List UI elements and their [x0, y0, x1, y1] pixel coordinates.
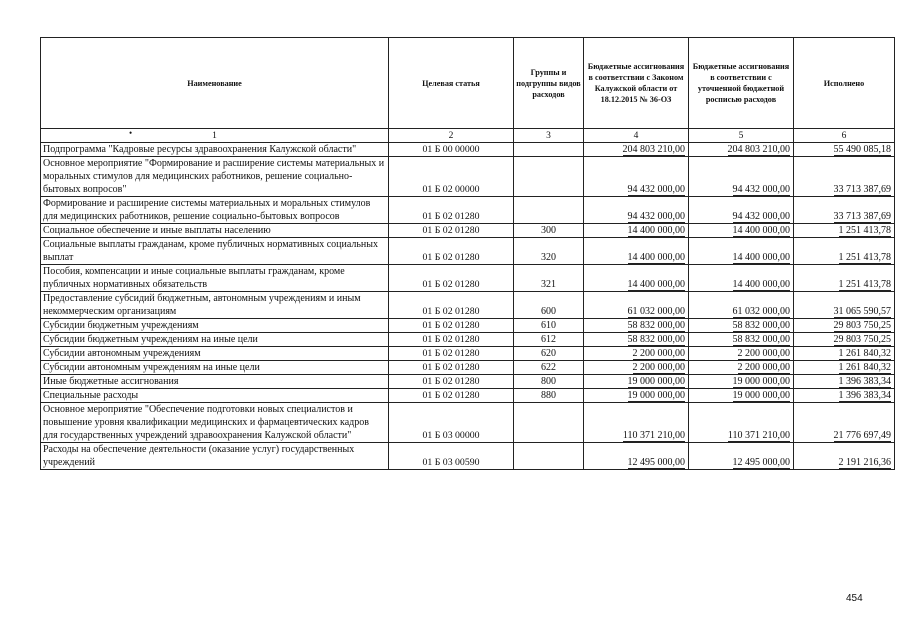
row-target-code: 01 Б 02 00000 — [389, 157, 514, 197]
row-executed-amount — [794, 197, 895, 224]
table-row — [41, 389, 895, 403]
row-target-code: 01 Б 02 01280 — [389, 292, 514, 319]
row-executed-amount-value: 31 065 590,57 — [833, 306, 891, 317]
page-number: 454 — [846, 593, 863, 604]
row-refined-amount-value: 14 400 000,00 — [732, 252, 790, 263]
row-refined-amount — [689, 403, 794, 443]
row-group-code — [514, 443, 584, 470]
row-target-code: 01 Б 02 01280 — [389, 347, 514, 361]
row-target-code: 01 Б 02 01280 — [389, 197, 514, 224]
row-target-code: 01 Б 03 00590 — [389, 443, 514, 470]
column-number: 5 — [689, 129, 794, 143]
row-group-code: 321 — [514, 265, 584, 292]
row-executed-amount — [794, 361, 895, 375]
row-name: Субсидии бюджетным учреждениям — [41, 319, 389, 333]
row-law-amount-value: 2 200 000,00 — [632, 362, 685, 373]
column-number: 6 — [794, 129, 895, 143]
row-group-code — [514, 197, 584, 224]
row-refined-amount — [689, 143, 794, 157]
row-law-amount — [584, 347, 689, 361]
table-row — [41, 238, 895, 265]
table-row — [41, 292, 895, 319]
row-executed-amount — [794, 292, 895, 319]
row-group-code: 612 — [514, 333, 584, 347]
row-group-code: 600 — [514, 292, 584, 319]
row-law-amount-value: 58 832 000,00 — [627, 320, 685, 331]
table-row — [41, 333, 895, 347]
column-number: 2 — [389, 129, 514, 143]
row-law-amount-value: 204 803 210,00 — [622, 144, 685, 155]
row-refined-amount-value: 19 000 000,00 — [732, 390, 790, 401]
row-refined-amount — [689, 197, 794, 224]
row-refined-amount — [689, 157, 794, 197]
row-executed-amount-value: 33 713 387,69 — [833, 211, 891, 222]
row-executed-amount-value: 1 251 413,78 — [838, 252, 891, 263]
row-executed-amount — [794, 443, 895, 470]
row-refined-amount-value: 19 000 000,00 — [732, 376, 790, 387]
row-law-amount-value: 61 032 000,00 — [627, 306, 685, 317]
row-name: Пособия, компенсации и иные социальные выплаты гражданам, кроме публичных нормативных обязательств — [41, 265, 389, 292]
header-name: Наименование — [41, 38, 389, 129]
row-refined-amount — [689, 389, 794, 403]
row-refined-amount-value: 58 832 000,00 — [732, 320, 790, 331]
row-law-amount — [584, 224, 689, 238]
row-law-amount-value: 94 432 000,00 — [627, 211, 685, 222]
row-name: Формирование и расширение системы материальных и моральных стимулов для медицинских работников, решение социально-бытовых вопросов — [41, 197, 389, 224]
row-refined-amount — [689, 319, 794, 333]
table-row — [41, 347, 895, 361]
row-name: Основное мероприятие "Обеспечение подготовки новых специалистов и повышение уровня квалификации медицинских и фармацевтических кадров для государственных учреждений здравоохранения Калужской области" — [41, 403, 389, 443]
table-row — [41, 224, 895, 238]
row-refined-amount — [689, 333, 794, 347]
row-executed-amount-value: 1 251 413,78 — [838, 225, 891, 236]
row-name: Иные бюджетные ассигнования — [41, 375, 389, 389]
row-target-code: 01 Б 03 00000 — [389, 403, 514, 443]
budget-table-container — [40, 37, 891, 470]
row-refined-amount-value: 94 432 000,00 — [732, 184, 790, 195]
row-refined-amount-value: 12 495 000,00 — [732, 457, 790, 468]
row-law-amount — [584, 389, 689, 403]
row-executed-amount-value: 1 396 383,34 — [838, 390, 891, 401]
row-law-amount-value: 19 000 000,00 — [627, 376, 685, 387]
row-name: Субсидии автономным учреждениям на иные цели — [41, 361, 389, 375]
row-group-code — [514, 403, 584, 443]
row-executed-amount — [794, 333, 895, 347]
row-name: Основное мероприятие "Формирование и расширение системы материальных и моральных стимулов для медицинских работников, решение социально-бытовых вопросов" — [41, 157, 389, 197]
row-refined-amount-value: 58 832 000,00 — [732, 334, 790, 345]
row-target-code: 01 Б 02 01280 — [389, 224, 514, 238]
header-groups: Группы и подгруппы видов расходов — [514, 38, 584, 129]
row-law-amount — [584, 157, 689, 197]
row-executed-amount — [794, 403, 895, 443]
row-law-amount — [584, 443, 689, 470]
row-executed-amount-value: 2 191 216,36 — [838, 457, 891, 468]
row-group-code — [514, 143, 584, 157]
column-number-text: 1 — [212, 130, 217, 141]
mark-dot: • — [129, 128, 133, 138]
row-name: Социальные выплаты гражданам, кроме публичных нормативных социальных выплат — [41, 238, 389, 265]
header-law: Бюджетные ассигнования в соответствии с Законом Калужской области от 18.12.2015 № 36-ОЗ — [584, 38, 689, 129]
row-law-amount — [584, 143, 689, 157]
row-name: Субсидии автономным учреждениям — [41, 347, 389, 361]
row-executed-amount-value: 33 713 387,69 — [833, 184, 891, 195]
row-executed-amount-value: 21 776 697,49 — [833, 430, 891, 441]
row-target-code: 01 Б 02 01280 — [389, 389, 514, 403]
column-number: 3 — [514, 129, 584, 143]
table-row — [41, 197, 895, 224]
column-number-row — [41, 129, 895, 143]
row-refined-amount-value: 14 400 000,00 — [732, 279, 790, 290]
column-number — [41, 129, 389, 143]
row-executed-amount — [794, 265, 895, 292]
row-executed-amount — [794, 319, 895, 333]
row-target-code: 01 Б 02 01280 — [389, 265, 514, 292]
table-body — [41, 143, 895, 470]
row-refined-amount-value: 61 032 000,00 — [732, 306, 790, 317]
row-target-code: 01 Б 02 01280 — [389, 319, 514, 333]
row-law-amount-value: 110 371 210,00 — [622, 430, 685, 441]
row-name: Специальные расходы — [41, 389, 389, 403]
row-law-amount — [584, 361, 689, 375]
row-name: Предоставление субсидий бюджетным, автономным учреждениям и иным некоммерческим организациям — [41, 292, 389, 319]
header-refined: Бюджетные ассигнования в соответствии с уточненной бюджетной росписью расходов — [689, 38, 794, 129]
row-executed-amount — [794, 389, 895, 403]
row-refined-amount-value: 204 803 210,00 — [727, 144, 790, 155]
budget-table — [40, 37, 895, 470]
row-refined-amount — [689, 238, 794, 265]
row-refined-amount-value: 94 432 000,00 — [732, 211, 790, 222]
row-refined-amount-value: 2 200 000,00 — [737, 348, 790, 359]
row-law-amount — [584, 238, 689, 265]
row-law-amount-value: 14 400 000,00 — [627, 252, 685, 263]
row-group-code: 320 — [514, 238, 584, 265]
row-group-code: 800 — [514, 375, 584, 389]
row-name: Субсидии бюджетным учреждениям на иные цели — [41, 333, 389, 347]
row-target-code: 01 Б 02 01280 — [389, 361, 514, 375]
row-group-code: 610 — [514, 319, 584, 333]
row-law-amount-value: 58 832 000,00 — [627, 334, 685, 345]
header-executed: Исполнено — [794, 38, 895, 129]
row-law-amount — [584, 403, 689, 443]
row-group-code: 620 — [514, 347, 584, 361]
row-refined-amount-value: 2 200 000,00 — [737, 362, 790, 373]
table-row — [41, 319, 895, 333]
row-executed-amount — [794, 157, 895, 197]
column-number: 4 — [584, 129, 689, 143]
row-law-amount-value: 94 432 000,00 — [627, 184, 685, 195]
row-name: Подпрограмма "Кадровые ресурсы здравоохранения Калужской области" — [41, 143, 389, 157]
row-law-amount — [584, 375, 689, 389]
table-row — [41, 143, 895, 157]
row-law-amount-value: 2 200 000,00 — [632, 348, 685, 359]
row-executed-amount-value: 1 261 840,32 — [838, 348, 891, 359]
row-target-code: 01 Б 02 01280 — [389, 375, 514, 389]
table-row — [41, 403, 895, 443]
row-group-code: 622 — [514, 361, 584, 375]
row-law-amount-value: 12 495 000,00 — [627, 457, 685, 468]
row-law-amount-value: 19 000 000,00 — [627, 390, 685, 401]
table-row — [41, 443, 895, 470]
row-executed-amount — [794, 143, 895, 157]
table-row — [41, 157, 895, 197]
row-group-code: 880 — [514, 389, 584, 403]
row-refined-amount — [689, 375, 794, 389]
row-refined-amount — [689, 347, 794, 361]
row-target-code: 01 Б 00 00000 — [389, 143, 514, 157]
row-law-amount — [584, 265, 689, 292]
row-law-amount — [584, 197, 689, 224]
row-executed-amount — [794, 375, 895, 389]
header-row — [41, 38, 895, 129]
row-name: Социальное обеспечение и иные выплаты населению — [41, 224, 389, 238]
row-law-amount-value: 14 400 000,00 — [627, 225, 685, 236]
row-law-amount — [584, 319, 689, 333]
row-refined-amount — [689, 265, 794, 292]
row-name: Расходы на обеспечение деятельности (оказание услуг) государственных учреждений — [41, 443, 389, 470]
row-executed-amount — [794, 224, 895, 238]
row-executed-amount — [794, 347, 895, 361]
row-group-code: 300 — [514, 224, 584, 238]
row-executed-amount-value: 1 251 413,78 — [838, 279, 891, 290]
row-executed-amount-value: 1 261 840,32 — [838, 362, 891, 373]
row-refined-amount — [689, 292, 794, 319]
row-executed-amount-value: 55 490 085,18 — [833, 144, 891, 155]
row-refined-amount-value: 110 371 210,00 — [727, 430, 790, 441]
row-refined-amount — [689, 443, 794, 470]
row-refined-amount-value: 14 400 000,00 — [732, 225, 790, 236]
header-target: Целевая статья — [389, 38, 514, 129]
row-group-code — [514, 157, 584, 197]
table-row — [41, 375, 895, 389]
row-executed-amount-value: 29 803 750,25 — [833, 334, 891, 345]
row-refined-amount — [689, 224, 794, 238]
row-law-amount-value: 14 400 000,00 — [627, 279, 685, 290]
row-law-amount — [584, 292, 689, 319]
table-row — [41, 361, 895, 375]
row-executed-amount-value: 1 396 383,34 — [838, 376, 891, 387]
row-refined-amount — [689, 361, 794, 375]
table-row — [41, 265, 895, 292]
row-target-code: 01 Б 02 01280 — [389, 333, 514, 347]
row-executed-amount-value: 29 803 750,25 — [833, 320, 891, 331]
row-executed-amount — [794, 238, 895, 265]
row-target-code: 01 Б 02 01280 — [389, 238, 514, 265]
row-law-amount — [584, 333, 689, 347]
